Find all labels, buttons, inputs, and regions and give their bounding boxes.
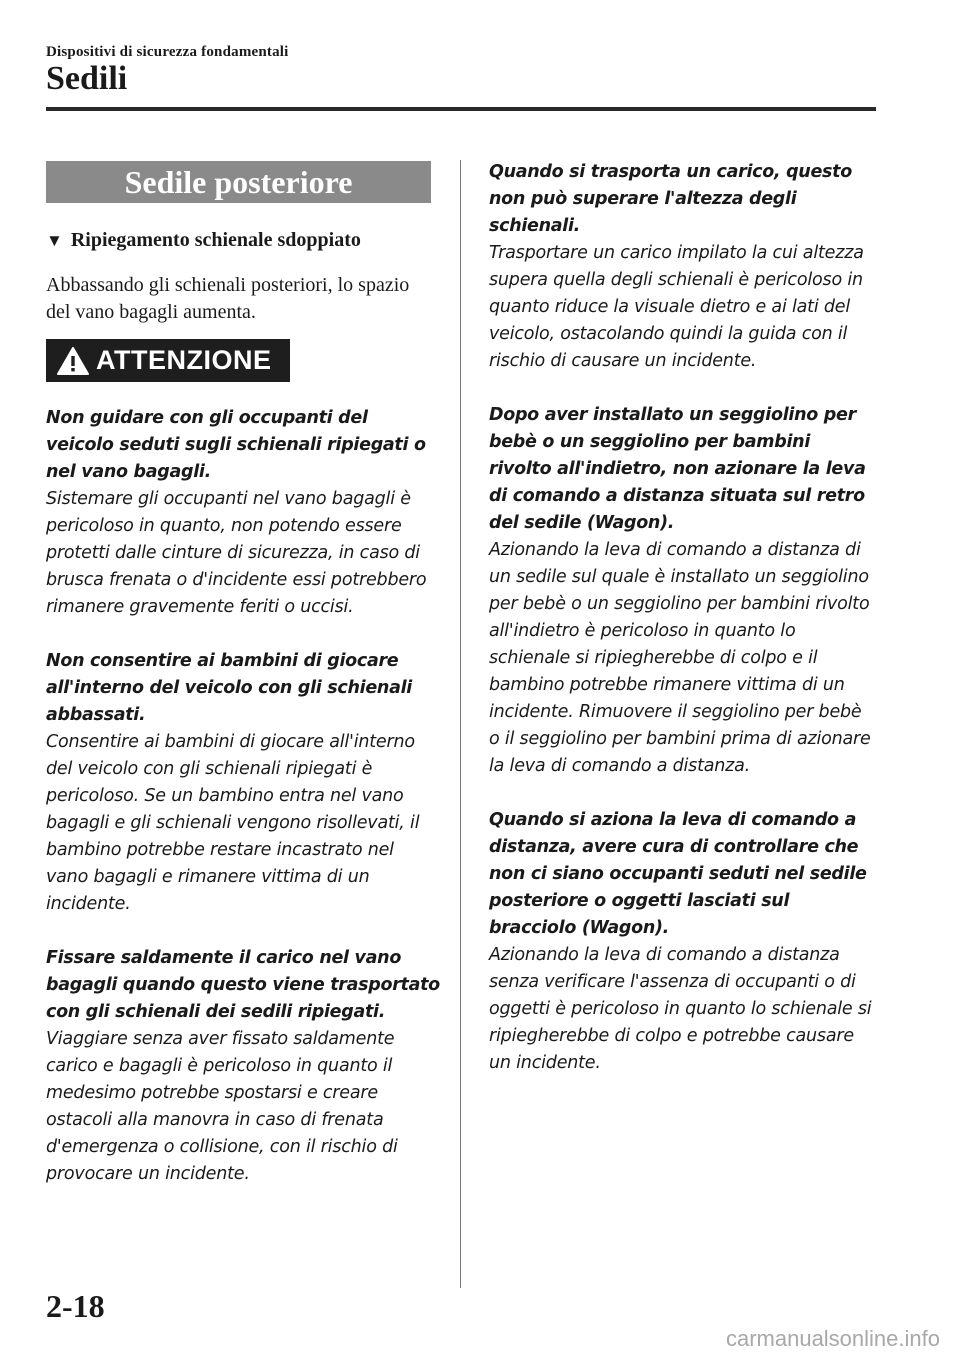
column-divider (460, 160, 461, 1288)
warning-heading: Non consentire ai bambini di giocare all'interno del veicolo con gli schienali abbassati. (46, 651, 412, 725)
warning-text: Trasportare un carico impilato la cui altezza supera quella degli schienali è pericoloso in quanto riduce la visuale dietro e ai lati del veicolo, ostacolando quindi la guida con il rischio di causare un incidente. (489, 243, 864, 371)
warning-block (46, 648, 440, 918)
triangle-marker-icon: ▼ (46, 230, 63, 250)
warning-text: Sistemare gli occupanti nel vano bagagli è pericoloso in quanto, non potendo essere protetti dalle cinture di sicurezza, in caso di brusca frenata o d'incidente essi potrebbero rimanere gravemente feriti o uccisi. (46, 489, 427, 617)
warning-block (489, 159, 877, 375)
subsection-heading (46, 229, 361, 252)
warning-block (489, 402, 877, 780)
footer-watermark: carmanualsonline.info (725, 1326, 940, 1351)
warning-triangle-icon (56, 346, 90, 376)
section-title-band: Sedile posteriore (46, 161, 431, 203)
page-number: 2-18 (46, 1288, 105, 1324)
right-warning-column (489, 159, 877, 1104)
header-section-label: Dispositivi di sicurezza fondamentali (46, 44, 289, 60)
subsection-title: Ripiegamento schienale sdoppiato (70, 229, 361, 251)
left-warning-column (46, 405, 440, 1215)
warning-badge (46, 339, 290, 382)
warning-block (46, 405, 440, 621)
warning-heading: Quando si aziona la leva di comando a distanza, avere cura di controllare che non ci siano occupanti seduti nel sedile posteriore o oggetti lasciati sul bracciolo (Wagon). (489, 810, 867, 938)
warning-text: Viaggiare senza aver fissato saldamente carico e bagagli è pericoloso in quanto il medesimo potrebbe spostarsi e creare ostacoli alla manovra in caso di frenata d'emergenza o collisione, con il rischio di provocare un incidente. (46, 1029, 398, 1184)
warning-heading: Quando si trasporta un carico, questo non può superare l'altezza degli schienali. (489, 162, 852, 236)
warning-text: Azionando la leva di comando a distanza di un sedile sul quale è installato un seggiolino per bebè o un seggiolino per bambini rivolto all'indietro è pericoloso in quanto lo schienale si ripiegherebbe di colpo e il bambino potrebbe rimanere vittima di un incidente. Rimuovere il seggiolino per bebè o il seggiolino per bambini prima di azionare la leva di comando a distanza. (489, 540, 871, 776)
warning-label: ATTENZIONE (96, 345, 272, 375)
warning-block (489, 807, 877, 1077)
warning-block (46, 945, 440, 1188)
intro-paragraph: Abbassando gli schienali posteriori, lo spazio del vano bagagli aumenta. (46, 274, 410, 323)
page-title: Sedili (46, 60, 128, 97)
warning-text: Consentire ai bambini di giocare all'interno del veicolo con gli schienali ripiegati è pericoloso. Se un bambino entra nel vano bagagli e gli schienali vengono risollevati, il bambino potrebbe restare incastrato nel vano bagagli e rimanere vittima di un incidente. (46, 732, 420, 914)
warning-heading: Fissare saldamente il carico nel vano bagagli quando questo viene trasportato con gli schienali dei sedili ripiegati. (46, 948, 440, 1022)
warning-heading: Non guidare con gli occupanti del veicolo seduti sugli schienali ripiegati o nel vano bagagli. (46, 408, 426, 482)
warning-heading: Dopo aver installato un seggiolino per bebè o un seggiolino per bambini rivolto all'indietro, non azionare la leva di comando a distanza situata sul retro del sedile (Wagon). (489, 405, 866, 533)
warning-text: Azionando la leva di comando a distanza senza verificare l'assenza di occupanti o di oggetti è pericoloso in quanto lo schienale si ripiegherebbe di colpo e potrebbe causare un incidente. (489, 945, 872, 1073)
header-rule (46, 107, 876, 111)
